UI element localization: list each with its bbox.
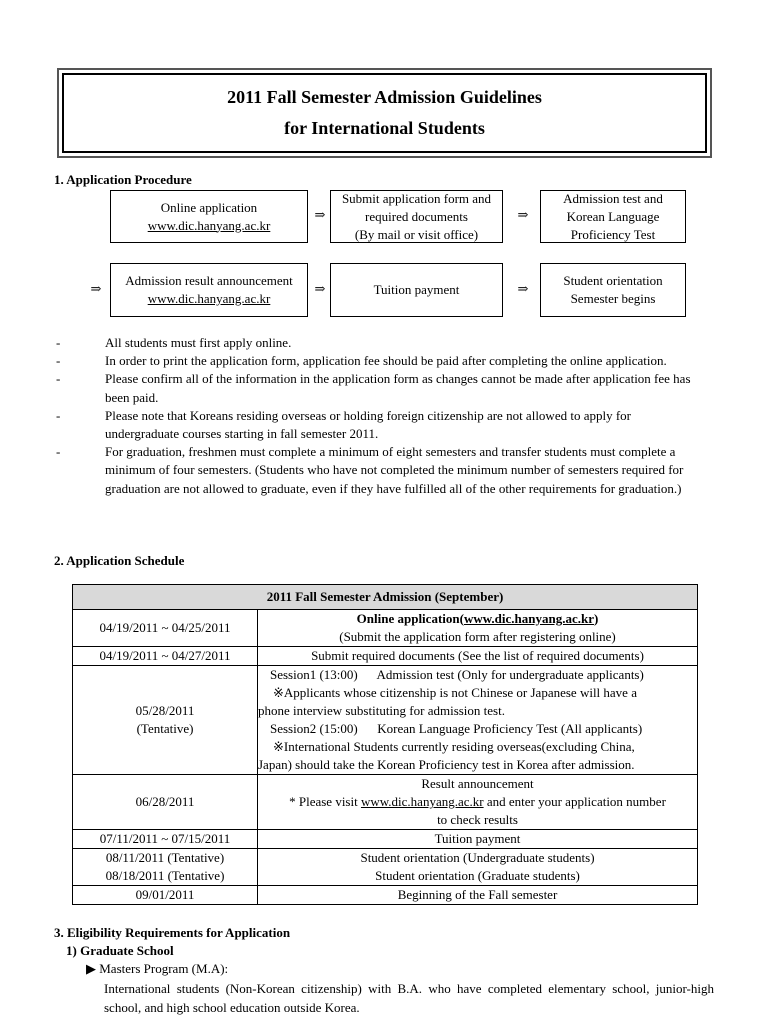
schedule-event — [258, 849, 698, 886]
program-line — [86, 961, 228, 977]
schedule-date: 09/01/2011 — [73, 886, 258, 905]
title-box — [62, 73, 707, 153]
schedule-date — [73, 666, 258, 775]
table-row — [73, 849, 698, 886]
event-text: to check results — [437, 812, 518, 827]
program-label: Masters Program (M.A): — [99, 961, 229, 976]
step-admission-test — [540, 190, 686, 243]
step-result-announcement — [110, 263, 308, 317]
step-link[interactable]: www.dic.hanyang.ac.kr — [147, 291, 271, 306]
schedule-date: 06/28/2011 — [73, 775, 258, 830]
event-link[interactable]: www.dic.hanyang.ac.kr — [463, 611, 594, 626]
step-line: Proficiency Test — [570, 226, 656, 242]
event-text: (Submit the application form after registering online) — [339, 629, 616, 644]
schedule-date: 04/19/2011 ~ 04/25/2011 — [73, 610, 258, 647]
schedule-table — [72, 584, 698, 905]
event-text: and enter your application number — [483, 794, 666, 809]
arrow-icon: ⇒ — [314, 281, 326, 296]
event-text: Session1 (13:00) Admission test (Only for undergraduate applicants) — [270, 667, 644, 682]
table-header: 2011 Fall Semester Admission (September) — [73, 585, 698, 610]
arrow-icon: ⇒ — [314, 207, 326, 222]
schedule-event: Tuition payment — [258, 830, 698, 849]
note-item: - All students must first apply online. — [56, 334, 706, 352]
event-text: Online application( — [356, 611, 464, 626]
title-line-1: 2011 Fall Semester Admission Guidelines — [227, 87, 542, 107]
step-line: Online application — [160, 199, 258, 215]
event-text: phone interview substituting for admission test. — [258, 703, 505, 718]
event-text: Student orientation (Graduate students) — [375, 868, 580, 883]
schedule-date: 07/11/2011 ~ 07/15/2011 — [73, 830, 258, 849]
step-link[interactable]: www.dic.hanyang.ac.kr — [147, 217, 271, 233]
procedure-notes — [56, 334, 706, 498]
date-line: 05/28/2011 — [135, 703, 195, 718]
step-line: Semester begins — [570, 291, 656, 306]
event-text: Japan) should take the Korean Proficiency test in Korea after admission. — [258, 757, 635, 772]
note-item: - Please confirm all of the information in the application form as changes cannot be made after application fee has been paid. — [56, 370, 706, 406]
schedule-date — [73, 849, 258, 886]
event-text: Student orientation (Undergraduate students) — [360, 850, 595, 865]
section-3-heading: 3. Eligibility Requirements for Application — [54, 925, 291, 940]
table-row — [73, 830, 698, 849]
table-row — [73, 647, 698, 666]
schedule-date: 04/19/2011 ~ 04/27/2011 — [73, 647, 258, 666]
step-line: Korean Language — [566, 208, 660, 224]
table-row — [73, 666, 698, 775]
note-item: - Please note that Koreans residing overseas or holding foreign citizenship are not allowed to apply for undergraduate courses starting in fall semester 2011. — [56, 407, 706, 443]
event-text: ※Applicants whose citizenship is not Chinese or Japanese will have a — [273, 685, 637, 700]
step-online-application — [110, 190, 308, 243]
step-orientation — [540, 263, 686, 317]
event-text: Result announcement — [421, 776, 534, 791]
schedule-event — [258, 666, 698, 775]
table-row — [73, 610, 698, 647]
event-link[interactable]: www.dic.hanyang.ac.kr — [360, 794, 484, 809]
section-2-heading: 2. Application Schedule — [54, 553, 185, 568]
note-item: - For graduation, freshmen must complete a minimum of eight semesters and transfer students must complete a minimum of four semesters. (Students who have not completed the minimum number of semesters required for graduation are not allowed to graduate, even if they have fulfilled all of the other requirements for graduation.) — [56, 443, 706, 498]
subsection-graduate-school: 1) Graduate School — [66, 943, 174, 958]
event-text: Session2 (15:00) Korean Language Proficiency Test (All applicants) — [270, 721, 643, 736]
schedule-event: Beginning of the Fall semester — [258, 886, 698, 905]
step-line: Submit application form and — [341, 190, 492, 206]
event-text: ※International Students currently residing overseas(excluding China, — [273, 739, 635, 754]
table-row — [73, 775, 698, 830]
arrow-icon: ⇒ — [90, 281, 102, 296]
date-line: 08/18/2011 (Tentative) — [105, 868, 225, 883]
date-line: (Tentative) — [136, 721, 194, 736]
event-text: * Please visit — [289, 794, 361, 809]
title-line-2: for International Students — [284, 118, 485, 138]
schedule-event: Submit required documents (See the list of required documents) — [258, 647, 698, 666]
step-line: Student orientation — [563, 273, 663, 288]
schedule-event — [258, 610, 698, 647]
table-header-row — [73, 585, 698, 610]
step-tuition-payment — [330, 263, 503, 317]
eligibility-text: International students (Non-Korean citizenship) with B.A. who have completed elementary school, junior-high school, and high school education outside Korea. — [104, 981, 714, 1015]
triangle-bullet-icon: ▶ — [86, 961, 96, 976]
step-line: (By mail or visit office) — [354, 226, 479, 242]
step-line: Tuition payment — [373, 282, 460, 297]
step-line: Admission test and — [563, 190, 663, 206]
date-line: 08/11/2011 (Tentative) — [105, 850, 225, 865]
step-submit-documents — [330, 190, 503, 243]
arrow-icon: ⇒ — [517, 207, 529, 222]
step-line: Admission result announcement — [125, 273, 293, 288]
event-text: ) — [593, 611, 599, 626]
schedule-event — [258, 775, 698, 830]
note-item: - In order to print the application form, application fee should be paid after completing the online application. — [56, 352, 706, 370]
step-line: required documents — [365, 208, 468, 224]
arrow-icon: ⇒ — [517, 281, 529, 296]
section-1-heading: 1. Application Procedure — [54, 172, 192, 187]
table-row — [73, 886, 698, 905]
